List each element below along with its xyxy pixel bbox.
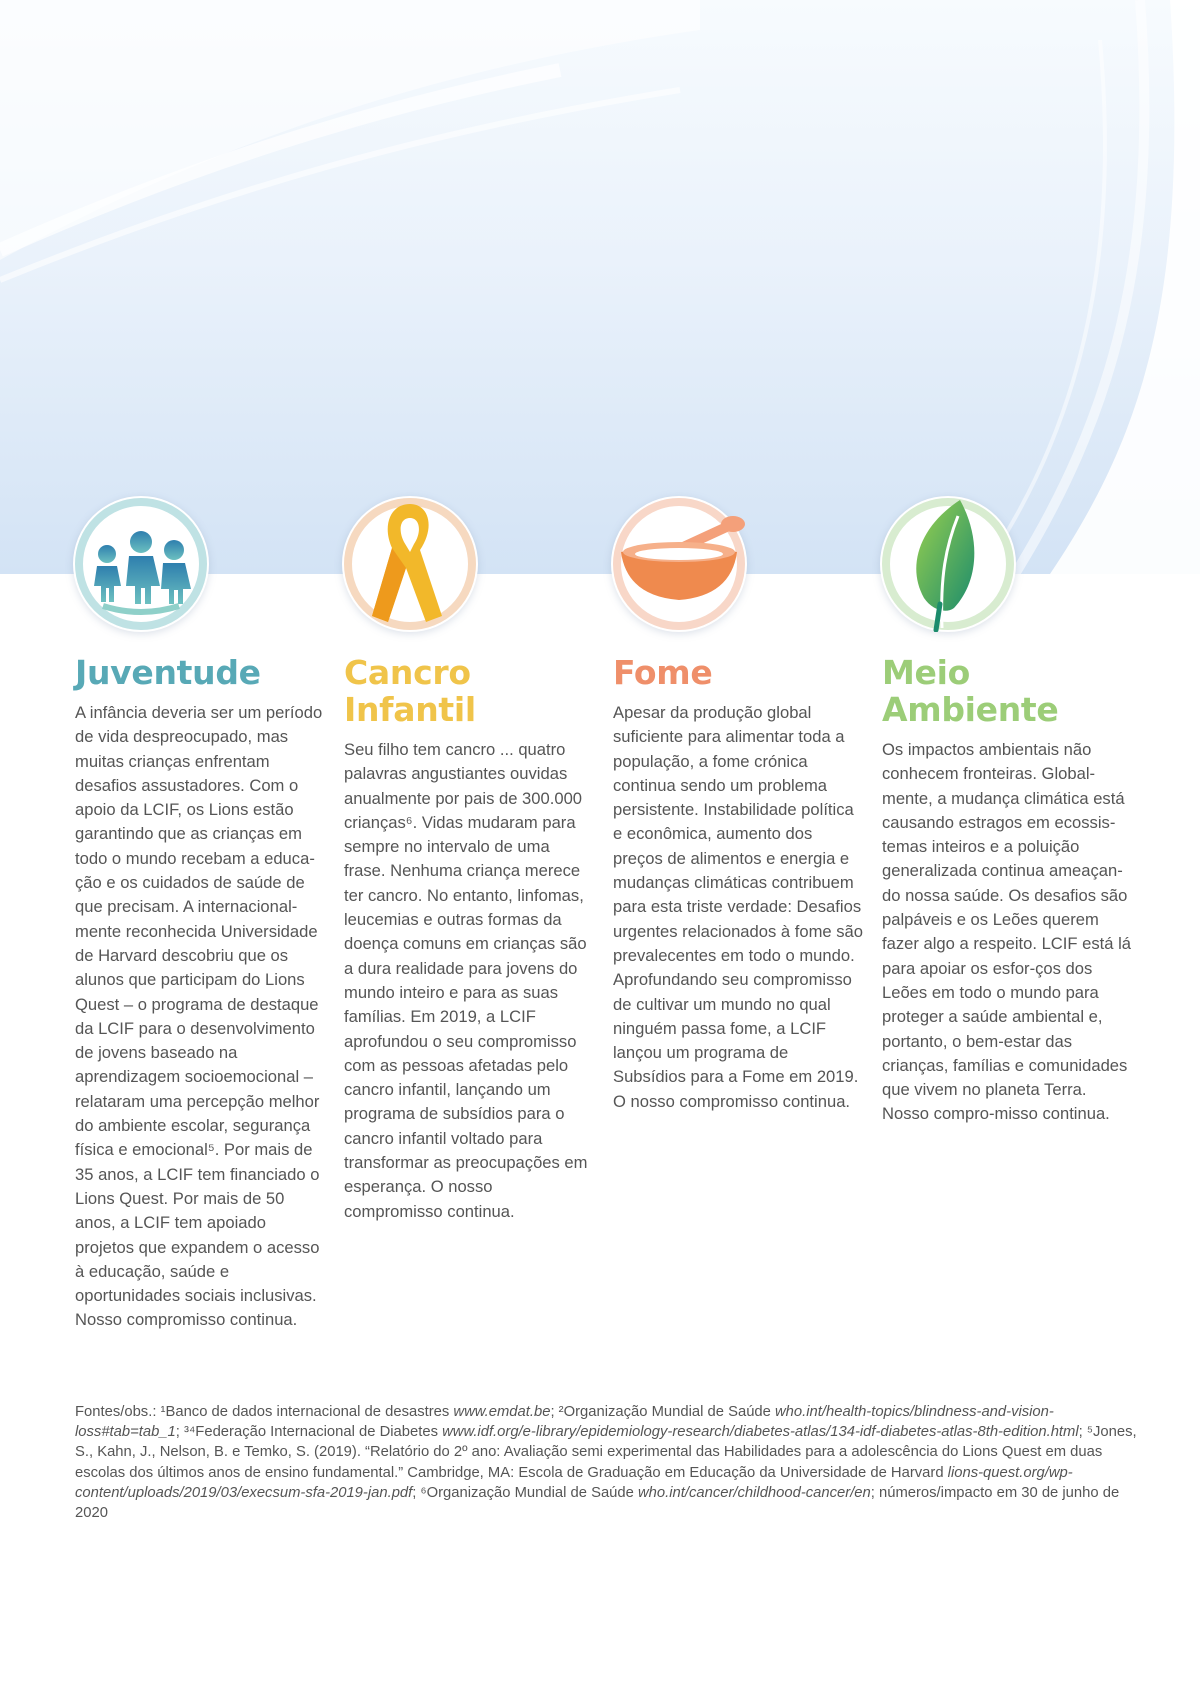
column-meio-ambiente bbox=[882, 654, 1132, 1127]
column-title: Meio Ambiente bbox=[882, 653, 1059, 729]
source-link[interactable]: who.int/cancer/childhood-cancer/en bbox=[637, 1484, 871, 1501]
column-body: Apesar da produção global suficiente para alimentar toda a população, a fome crónica continua sendo um problema persistente. Instabilidade política e econômica, aumento dos preços de alimentos e energia e mudanças climáticas contribuem para esta triste verdade: Desafios urgentes relacionados à fome são prevalecentes em todo o mundo. Aprofundando seu compromisso de cultivar um mundo no qual ninguém passa fome, a LCIF lançou um programa de Subsídios para a Fome em 2019. O nosso compromisso continua. bbox=[613, 703, 863, 1111]
hunger-icon-badge bbox=[611, 496, 747, 632]
footnote-text: ; ²Organização Mundial de Saúde bbox=[550, 1404, 775, 1420]
source-link[interactable]: www.idf.org/e-library/epidemiology-research/diabetes-atlas/134-idf-diabetes-atlas-8th-edition.html bbox=[442, 1424, 1079, 1441]
column-title: Juventude bbox=[75, 653, 261, 692]
column-fome bbox=[613, 654, 863, 1114]
source-link[interactable]: lions-quest.org/wp-content/uploads/2019/03/execsum-sfa-2019-jan.pdf bbox=[75, 1464, 1073, 1501]
leaf-icon bbox=[880, 496, 1016, 632]
children-icon bbox=[73, 496, 209, 632]
footnote-text: ; ³⁴Federação Internacional de Diabetes bbox=[175, 1424, 443, 1441]
source-link[interactable]: www.emdat.be bbox=[453, 1404, 551, 1420]
column-cancro-infantil bbox=[344, 654, 594, 1224]
column-body: Os impactos ambientais não conhecem fronteiras. Global-mente, a mudança climática está causando estragos em ecossis-temas inteiros e a poluição generalizada continua ameaçan-do nossa saúde. Os desafios são palpáveis e os Leões querem fazer algo a respeito. LCIF está lá para apoiar os esfor-ços dos Leões em todo o mundo para proteger a saúde ambiental e, portanto, o bem-estar das crianças, famílias e comunidades que vivem no planeta Terra. Nosso compro-misso continua. bbox=[882, 740, 1132, 1124]
bowl-icon bbox=[611, 496, 747, 632]
column-juventude bbox=[75, 654, 325, 1333]
youth-icon-badge bbox=[73, 496, 209, 632]
column-body: Seu filho tem cancro ... quatro palavras angustiantes ouvidas anualmente por pais de 300.000 crianças⁶. Vidas mudaram para sempre no intervalo de uma frase. Nenhuma criança merece ter cancro. No entanto, linfomas, leucemias e outras formas da doença comuns em crianças são a dura realidade para jovens do mundo inteiro e para as suas famílias. Em 2019, a LCIF aprofundou o seu compromisso com as pessoas afetadas pelo cancro infantil, lançando um programa de subsídios para o cancro infantil voltado para transformar as preocupações em esperança. O nosso compromisso continua. bbox=[344, 740, 588, 1221]
column-body: A infância deveria ser um período de vida despreocupado, mas muitas crianças enfrentam desafios assustadores. Com o apoio da LCIF, os Lions estão garantindo que as crianças em todo o mundo recebam a educa-ção e os cuidados de saúde de que precisam. A internacional-mente reconhecida Universidade de Harvard descobriu que os alunos que participam do Lions Quest – o programa de destaque da LCIF para o desenvolvimento de jovens baseado na aprendizagem socioemocional – relataram uma percepção melhor do ambiente escolar, segurança física e emocional⁵. Por mais de 35 anos, a LCIF tem financiado o Lions Quest. Por mais de 50 anos, a LCIF tem apoiado projetos que expandem o acesso à educação, saúde e oportunidades sociais inclusivas. Nosso compromisso continua. bbox=[75, 703, 323, 1330]
ribbon-icon bbox=[342, 496, 478, 632]
footnote-text: Fontes/obs.: ¹Banco de dados internacional de desastres bbox=[75, 1404, 454, 1420]
column-title: Fome bbox=[613, 653, 713, 692]
footnote-text: ; ⁶Organização Mundial de Saúde bbox=[412, 1484, 638, 1501]
cancer-icon-badge bbox=[342, 496, 478, 632]
environment-icon-badge bbox=[880, 496, 1016, 632]
footnote-text: ; números/impacto em 30 de junho de 2020 bbox=[75, 1484, 1120, 1522]
sources-footnote bbox=[75, 1402, 1145, 1523]
header-background bbox=[0, 0, 1200, 574]
source-link[interactable]: who.int/health-topics/blindness-and-vision-loss#tab=tab_1 bbox=[75, 1404, 1054, 1441]
wave-decoration bbox=[0, 0, 1200, 574]
column-title: Cancro Infantil bbox=[344, 653, 476, 729]
footnote-text: ; ⁵Jones, S., Kahn, J., Nelson, B. e Temko, S. (2019). “Relatório do 2º ano: Avaliação semi experimental das Habilidades para a adolescência do Lions Quest em duas escolas dos últimos anos de ensino fundamental.” Cambridge, MA: Escola de Graduação em Educação da Universidade de Harvard bbox=[75, 1424, 1137, 1481]
